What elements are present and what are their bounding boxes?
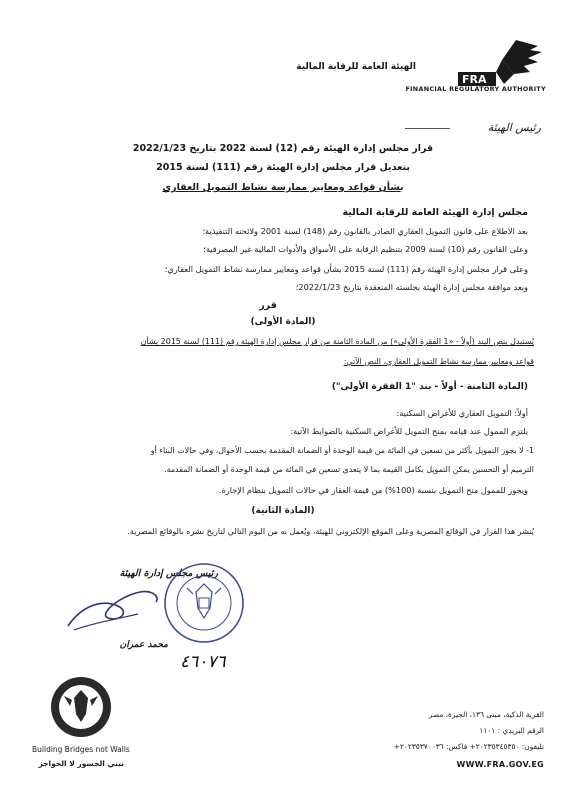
org-name-arabic: الهيئة العامة للرقابة المالية — [296, 62, 416, 72]
chairman-label: رئيس الهيئة — [487, 121, 541, 134]
footer-website-link[interactable]: WWW.FRA.GOV.EG — [456, 760, 544, 769]
clause-intro: أولاً: التمويل العقاري للأغراض السكنية: — [396, 408, 528, 418]
preamble-line: وعلى قرار مجلس إدارة الهيئة رقم (111) لسنة 2015 بشأن قواعد ومعايير ممارسة نشاط التمويل العقاري؛ — [164, 264, 528, 274]
preamble-line: بعد الاطلاع على قانون التمويل العقاري الصادر بالقانون رقم (148) لسنة 2001 ولائحته التنفيذية؛ — [202, 226, 528, 236]
decree-subtitle: بتعديل قرار مجلس إدارة الهيئة رقم (111) لسنة 2015 — [156, 162, 410, 173]
footer-phone-fax: تليفون: ٢٠٢٣٥٣٤٥٣٥٠+ فاكس: ٢٠٢٣٥٣٧٠٠٣٦+ — [393, 742, 544, 751]
egypt-emblem — [50, 676, 112, 738]
signatory-name: محمد عمران — [119, 640, 168, 650]
preamble-line: وعلى القانون رقم (10) لسنة 2009 بتنظيم الرقابة على الأسواق والأدوات المالية غير المصرفية؛ — [203, 244, 528, 254]
decree-subject: بشأن قواعد ومعايير ممارسة نشاط التمويل العقاري — [162, 182, 404, 193]
preamble-line: وبعد موافقة مجلس إدارة الهيئة بجلسته المنعقدة بتاريخ 2022/1/23؛ — [295, 282, 528, 292]
svg-text:FRA: FRA — [462, 73, 487, 86]
footer-address: القرية الذكية، مبنى ١٣٦، الجيزة، مصر — [428, 710, 544, 719]
signature-title: رئيس مجلس إدارة الهيئة — [119, 568, 218, 579]
article2-heading: (المادة الثانية) — [251, 506, 315, 516]
article2-text: يُنشر هذا القرار في الوقائع المصرية وعلى الموقع الإلكتروني للهيئة، ويُعمل به من اليوم التالي لتاريخ نشره بالوقائع المصرية. — [127, 527, 534, 536]
article1-heading: (المادة الأولى) — [250, 317, 316, 327]
clause-item-text: ويجوز للممول منح التمويل بنسبة (100%) من قيمة العقار في حالات التمويل بنظام الإجارة. — [218, 485, 528, 495]
decided-heading: قرر — [259, 300, 277, 311]
header-divider-left — [405, 128, 450, 129]
board-heading: مجلس إدارة الهيئة العامة للرقابة المالية — [342, 207, 528, 218]
footer-postal: الرقم البريدي : ١١٠١ — [479, 726, 544, 735]
amended-clause-heading: (المادة الثامنة - أولاً - بند "1 الفقرة الأولى") — [331, 382, 528, 392]
org-name-english: FINANCIAL REGULATORY AUTHORITY — [405, 85, 546, 93]
slogan-english: Building Bridges not Walls — [32, 745, 130, 754]
article1-text: يُستبدل بنص البند (أولاً - «1 الفقرة الأولى») من المادة الثامنة من قرار مجلس إدارة الهيئة رقم (111) لسنة 2015 بشأن — [140, 337, 534, 346]
stamp-seal-icon — [163, 562, 245, 644]
decree-title: قرار مجلس إدارة الهيئة رقم (12) لسنة 2022 بتاريخ 2022/1/23 — [132, 143, 434, 154]
clause-intro: يلتزم الممول عند قيامه بمنح التمويل للأغراض السكنية بالضوابط الآتية: — [290, 426, 528, 436]
egypt-eagle-emblem-icon — [50, 676, 112, 738]
slogan-arabic: نبني الجسور لا الحواجز — [38, 759, 124, 768]
article1-text: قواعد ومعايير ممارسة نشاط التمويل العقاري، النص الآتي: — [343, 357, 534, 366]
clause-item-text: 1- لا يجوز التمويل بأكثر من تسعين في المائة من قيمة الوحدة أو الضمانة المقدمة بحسب الأحوال، وفي حالات البناء أو — [150, 446, 534, 455]
clause-item-text: الترميم أو التحسين يمكن التمويل بكامل القيمة بما لا يتعدى تسعين في المائة من قيمة الوحدة أو الضمانة المقدمة. — [164, 465, 534, 474]
official-stamp — [163, 562, 245, 644]
handwritten-signature — [60, 578, 170, 638]
serial-number: ٤٦٠٧٦ — [180, 652, 226, 672]
